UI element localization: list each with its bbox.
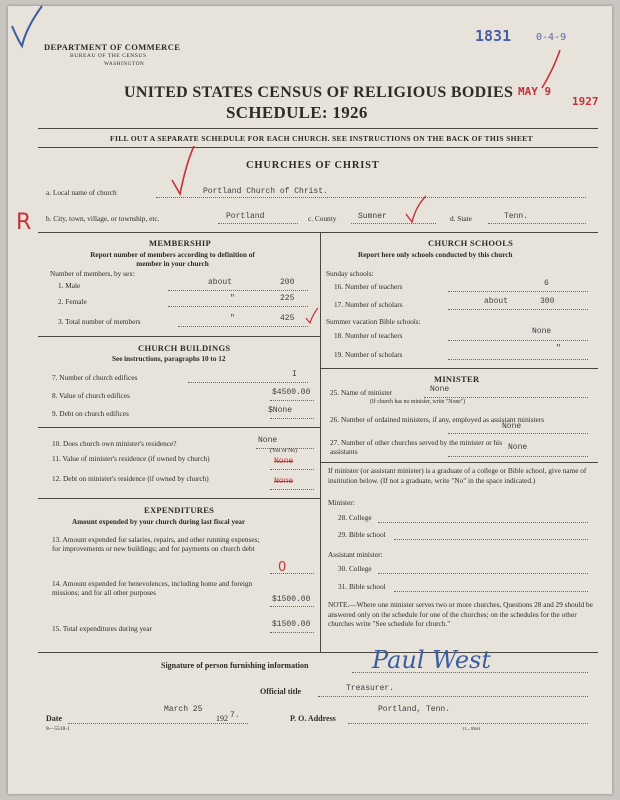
residence-debt-label: 12. Debt on minister's residence (if owned by church) bbox=[52, 474, 209, 483]
vacation-teachers-value[interactable]: None bbox=[532, 327, 552, 336]
male-label: 1. Male bbox=[58, 281, 81, 290]
salaries-label: 13. Amount expended for salaries, repairs, and other running expenses; for improvements or new buildings; and for payments on church debt bbox=[52, 535, 260, 553]
assistant-college-label: 30. College bbox=[338, 564, 372, 573]
bureau-name: BUREAU OF THE CENSUS bbox=[70, 53, 147, 59]
church-name-label: a. Local name of church bbox=[46, 188, 117, 197]
census-form-sheet bbox=[8, 6, 612, 794]
signature-label: Signature of person furnishing information bbox=[161, 661, 309, 670]
r-annotation: R bbox=[16, 210, 32, 235]
schools-note: Report here only schools conducted by this church bbox=[358, 251, 513, 259]
denomination-title: CHURCHES OF CHRIST bbox=[246, 160, 380, 171]
expenditures-note: Amount expended by your church during last fiscal year bbox=[72, 518, 246, 526]
residence-value-value[interactable]: None bbox=[274, 457, 294, 466]
file-code: 0-4-9 bbox=[536, 32, 567, 43]
church-debt-value[interactable]: $None bbox=[268, 406, 293, 415]
date-year-prefix: 192 bbox=[216, 714, 228, 723]
official-title-label: Official title bbox=[260, 687, 302, 696]
buildings-heading: CHURCH BUILDINGS bbox=[138, 343, 231, 353]
minister-note: NOTE.—Where one minister serves two or more churches, Questions 28 and 29 should be answered only on the schedule for one of the churches; on the schedules for the other churches write "See schedule for church." bbox=[328, 600, 593, 628]
vacation-teachers-label: 18. Number of teachers bbox=[334, 331, 403, 340]
sunday-scholars-value[interactable]: 300 bbox=[540, 297, 555, 306]
checkmark-icon bbox=[8, 4, 48, 50]
schedule-number: 1831 bbox=[475, 27, 512, 45]
form-title: UNITED STATES CENSUS OF RELIGIOUS BODIES bbox=[124, 84, 514, 101]
form-schedule-title: SCHEDULE: 1926 bbox=[226, 103, 368, 122]
sunday-scholars-label: 17. Number of scholars bbox=[334, 300, 403, 309]
female-value[interactable]: 225 bbox=[280, 294, 295, 303]
po-address-value[interactable]: Portland, Tenn. bbox=[378, 705, 451, 714]
vacation-scholars-value[interactable]: " bbox=[556, 344, 561, 353]
schools-heading: CHURCH SCHOOLS bbox=[428, 238, 514, 248]
total-qualifier[interactable]: " bbox=[230, 314, 235, 323]
sunday-teachers-value[interactable]: 6 bbox=[544, 279, 549, 288]
state-label: d. State bbox=[450, 214, 472, 223]
yes-or-no-hint: (Yes or No) bbox=[270, 448, 298, 454]
benevolences-label: 14. Amount expended for benevolences, including home and foreign missions; and for all other purposes bbox=[52, 579, 253, 597]
other-churches-label: 27. Number of other churches served by the minister or his assistants bbox=[330, 438, 503, 456]
date-value[interactable]: March 25 bbox=[164, 705, 203, 714]
state-value[interactable]: Tenn. bbox=[504, 212, 529, 221]
city-label: b. City, town, village, or township, etc. bbox=[46, 214, 160, 223]
edifices-value-label: 8. Value of church edifices bbox=[52, 391, 130, 400]
date-label: Date bbox=[46, 714, 62, 723]
residence-owned-label: 10. Does church own minister's residence? bbox=[52, 439, 177, 448]
minister-name-value[interactable]: None bbox=[430, 385, 450, 394]
graduate-instruction: If minister (or assistant minister) is a graduate of a college or Bible school, give name of institution below. (If not a graduate, write "No" in the space indicated.) bbox=[328, 466, 587, 485]
county-label: c. County bbox=[308, 214, 337, 223]
department-name: DEPARTMENT OF COMMERCE bbox=[44, 42, 181, 52]
form-code: 8—5518-1 bbox=[46, 726, 70, 732]
instruction-text: FILL OUT A SEPARATE SCHEDULE FOR EACH CHURCH. SEE INSTRUCTIONS ON THE BACK OF THIS SHEET bbox=[110, 134, 533, 143]
church-name-value[interactable]: Portland Church of Christ. bbox=[203, 187, 328, 196]
residence-value-label: 11. Value of minister's residence (if owned by church) bbox=[52, 454, 210, 463]
po-address-label: P. O. Address bbox=[290, 714, 336, 723]
total-members-value[interactable]: 425 bbox=[280, 314, 295, 323]
salaries-value[interactable]: 0 bbox=[278, 560, 287, 575]
expenditures-heading: EXPENDITURES bbox=[144, 505, 215, 515]
minister-name-hint: (If church has no minister, write "None") bbox=[370, 399, 466, 405]
male-value[interactable]: 200 bbox=[280, 278, 295, 287]
male-qualifier[interactable]: about bbox=[208, 278, 233, 287]
sunday-teachers-label: 16. Number of teachers bbox=[334, 282, 403, 291]
print-code: 11—9364 bbox=[462, 726, 480, 731]
vacation-scholars-label: 19. Number of scholars bbox=[334, 350, 403, 359]
minister-name-label: 25. Name of minister bbox=[330, 388, 393, 397]
assistant-bible-school-label: 31. Bible school bbox=[338, 582, 386, 591]
total-expenditures-label: 15. Total expenditures during year bbox=[52, 624, 153, 633]
residence-owned-value[interactable]: None bbox=[258, 436, 278, 445]
ordained-ministers-value[interactable]: None bbox=[502, 422, 522, 431]
edifices-value-amount[interactable]: $4500.00 bbox=[272, 388, 311, 397]
checkmark-icon bbox=[404, 194, 428, 224]
official-title-value[interactable]: Treasurer. bbox=[346, 684, 395, 693]
sunday-scholars-qualifier[interactable]: about bbox=[484, 297, 509, 306]
received-stamp-date: MAY 9 bbox=[518, 85, 552, 98]
assistant-minister-subheading: Assistant minister: bbox=[328, 550, 383, 559]
sunday-schools-label: Sunday schools: bbox=[326, 269, 374, 278]
minister-heading: MINISTER bbox=[434, 374, 480, 384]
church-debt-label: 9. Debt on church edifices bbox=[52, 409, 129, 418]
checkmark-icon bbox=[304, 306, 320, 326]
vacation-schools-label: Summer vacation Bible schools: bbox=[326, 317, 421, 326]
ordained-ministers-label: 26. Number of ordained ministers, if any, employed as assistant ministers bbox=[330, 415, 545, 424]
checkmark-icon bbox=[168, 142, 198, 198]
county-value[interactable]: Sumner bbox=[358, 212, 387, 221]
city-value[interactable]: Portland bbox=[226, 212, 265, 221]
signature[interactable]: Paul West bbox=[372, 646, 492, 674]
total-members-label: 3. Total number of members bbox=[58, 317, 141, 326]
total-expenditures-value[interactable]: $1500.00 bbox=[272, 620, 311, 629]
membership-heading: MEMBERSHIP bbox=[149, 238, 212, 248]
edifices-number-label: 7. Number of church edifices bbox=[52, 373, 138, 382]
other-churches-value[interactable]: None bbox=[508, 443, 528, 452]
buildings-note: See instructions, paragraphs 10 to 12 bbox=[112, 355, 226, 363]
date-year-suffix[interactable]: 7. bbox=[230, 711, 240, 720]
female-qualifier[interactable]: " bbox=[230, 294, 235, 303]
minister-college-label: 28. College bbox=[338, 513, 372, 522]
members-by-sex-label: Number of members, by sex: bbox=[50, 269, 135, 278]
female-label: 2. Female bbox=[58, 297, 87, 306]
residence-debt-value[interactable]: None bbox=[274, 477, 294, 486]
membership-note: Report number of members according to definition of member in your church bbox=[90, 251, 255, 268]
minister-bible-school-label: 29. Bible school bbox=[338, 530, 386, 539]
bureau-city: WASHINGTON bbox=[104, 61, 145, 67]
minister-subheading: Minister: bbox=[328, 498, 355, 507]
received-stamp-year: 1927 bbox=[572, 95, 599, 108]
edifices-number-value[interactable]: I bbox=[292, 370, 297, 379]
benevolences-value[interactable]: $1500.00 bbox=[272, 595, 311, 604]
